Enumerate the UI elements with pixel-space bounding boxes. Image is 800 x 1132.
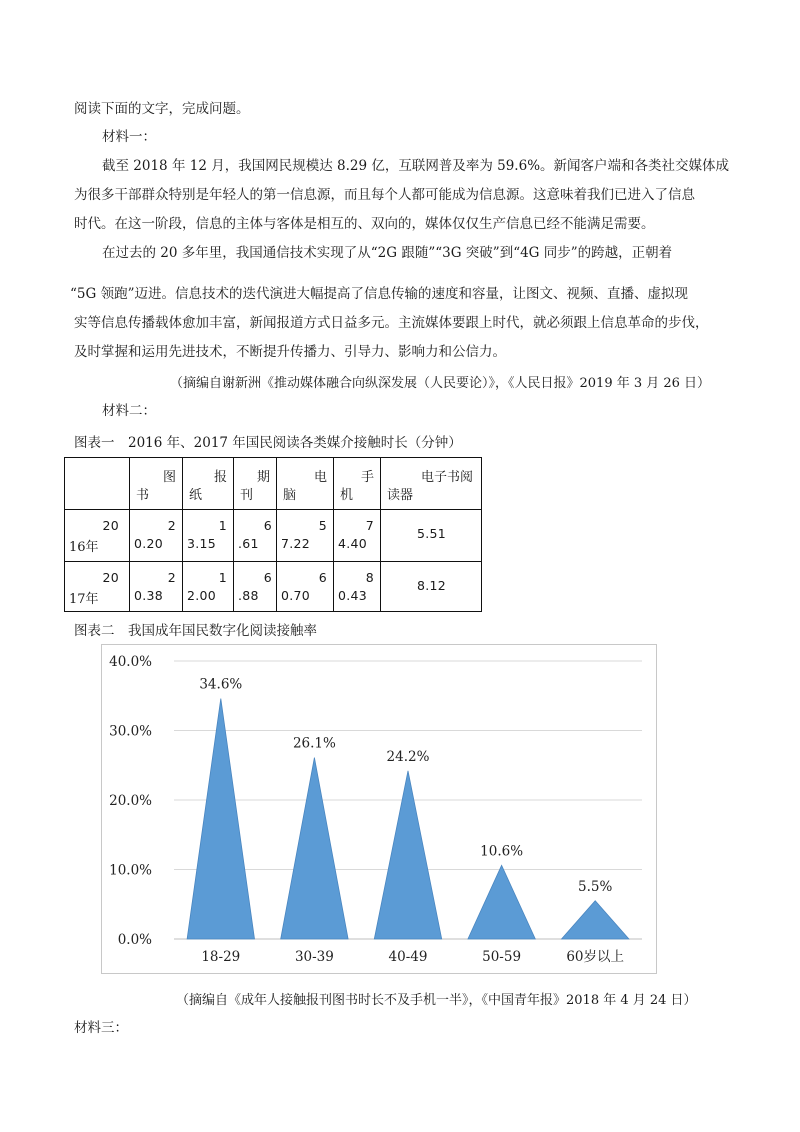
year-top-text: 20 <box>102 570 119 585</box>
material1-source: （摘编自谢新洲《推动媒体融合向纵深发展（人民要论）》，《人民日报》2019 年 3 月 26 日） <box>170 376 711 391</box>
data-label: 24.2% <box>386 748 430 765</box>
table-cell <box>277 562 334 612</box>
material3-heading: 材料三： <box>74 1020 128 1036</box>
header-bottom-text: 脑 <box>283 488 297 503</box>
cell-bottom-text: 0.20 <box>134 536 164 551</box>
cell-top-text: 1 <box>218 570 227 585</box>
paragraph-line: 在过去的 20 多年里，我国通信技术实现了从“2G 跟随”“3G 突破”到“4G 同步”的跨越，正朝着 <box>102 245 673 261</box>
material2-source: （摘编自《成年人接触报刊图书时长不及手机一半》，《中国青年报》2018 年 4 月 24 日） <box>176 993 697 1008</box>
table-header-cell <box>130 458 183 510</box>
cell-top-text: 5 <box>318 518 327 533</box>
data-triangle <box>562 901 629 939</box>
data-triangle <box>281 758 348 939</box>
x-tick-label: 40-49 <box>388 949 428 965</box>
cell-bottom-text: 0.43 <box>338 588 368 603</box>
cell-bottom-text: .61 <box>238 536 259 551</box>
material2-heading: 材料二： <box>102 403 156 419</box>
chart-canvas <box>102 645 658 975</box>
header-top-text: 期 <box>256 470 270 485</box>
cell-top-text: 6 <box>263 518 272 533</box>
year-bottom-text: 17年 <box>69 592 99 607</box>
table-header-cell <box>277 458 334 510</box>
table-cell <box>277 510 334 562</box>
paragraph-line: 为很多干部群众特别是年轻人的第一信息源，而且每个人都可能成为信息源。这意味着我们已进入了信息 <box>74 187 695 203</box>
year-top-text: 20 <box>102 518 119 533</box>
table-header-cell <box>65 458 130 510</box>
table-row <box>65 510 482 562</box>
y-tick-label: 0.0% <box>117 932 152 948</box>
reading-time-table <box>64 457 482 612</box>
cell-top-text: 8 <box>365 570 374 585</box>
digital-reading-chart <box>101 644 657 974</box>
cell-top-text: 6 <box>263 570 272 585</box>
cell-top-text: 7 <box>365 518 374 533</box>
y-tick-label: 10.0% <box>109 862 152 879</box>
table-cell <box>381 510 482 562</box>
cell-top-text: 2 <box>167 518 176 533</box>
x-tick-label: 18-29 <box>201 949 241 965</box>
header-bottom-text: 机 <box>340 488 354 503</box>
ereader-value: 8.12 <box>417 578 447 593</box>
header-top-text: 电子书阅 <box>420 470 473 485</box>
data-triangle <box>187 699 254 939</box>
paragraph-line: 截至 2018 年 12 月，我国网民规模达 8.29 亿，互联网普及率为 59.6%。新闻客户端和各类社交媒体成 <box>102 158 730 174</box>
paragraph-line: 时代。在这一阶段，信息的主体与客体是相互的、双向的，媒体仅仅生产信息已经不能满足需要。 <box>74 216 655 232</box>
y-tick-label: 40.0% <box>109 654 152 670</box>
instruction-text: 阅读下面的文字，完成问题。 <box>74 101 250 117</box>
material1-heading: 材料一： <box>102 129 156 145</box>
header-top-text: 手 <box>360 470 374 485</box>
table-header-cell <box>381 458 482 510</box>
table-cell <box>65 510 130 562</box>
paragraph-line: 及时掌握和运用先进技术，不断提升传播力、引导力、影响力和公信力。 <box>74 344 506 360</box>
header-bottom-text: 书 <box>136 488 150 503</box>
header-top-text: 电 <box>313 470 327 485</box>
cell-bottom-text: 0.70 <box>281 588 311 603</box>
cell-bottom-text: 4.40 <box>338 536 368 551</box>
table-title: 图表一 2016 年、2017 年国民阅读各类媒介接触时长（分钟） <box>74 435 462 451</box>
cell-bottom-text: .88 <box>238 588 259 603</box>
table-cell <box>183 562 234 612</box>
table-cell <box>381 562 482 612</box>
data-triangle <box>374 771 441 939</box>
table-cell <box>65 562 130 612</box>
cell-top-text: 6 <box>318 570 327 585</box>
x-tick-label: 30-39 <box>294 949 334 965</box>
year-bottom-text: 16年 <box>69 540 99 555</box>
header-bottom-text: 刊 <box>240 488 254 503</box>
data-label: 34.6% <box>199 676 243 693</box>
y-tick-label: 20.0% <box>109 793 152 809</box>
table-cell <box>234 562 277 612</box>
ereader-value: 5.51 <box>417 526 447 541</box>
table-cell <box>130 562 183 612</box>
cell-bottom-text: 2.00 <box>187 588 217 603</box>
table-cell <box>334 510 381 562</box>
table-row <box>65 562 482 612</box>
paragraph-line: 实等信息传播载体愈加丰富，新闻报道方式日益多元。主流媒体要跟上时代，就必须跟上信息革命的步伐， <box>74 315 709 331</box>
data-triangle <box>468 865 535 939</box>
table-header-cell <box>234 458 277 510</box>
cell-top-text: 2 <box>167 570 176 585</box>
cell-bottom-text: 3.15 <box>187 536 217 551</box>
cell-top-text: 1 <box>218 518 227 533</box>
header-top-text: 报 <box>213 470 227 485</box>
table-cell <box>234 510 277 562</box>
y-tick-label: 30.0% <box>109 723 152 740</box>
figure-title: 图表二 我国成年国民数字化阅读接触率 <box>74 623 317 639</box>
paragraph-line: “5G 领跑”迈进。信息技术的迭代演进大幅提高了信息传输的速度和容量，让图文、视频、直播、虚拟现 <box>70 286 688 302</box>
table-cell <box>334 562 381 612</box>
data-label: 26.1% <box>292 735 336 752</box>
data-label: 10.6% <box>480 843 524 860</box>
header-top-text: 图 <box>162 470 176 485</box>
table-header-row <box>65 458 482 510</box>
cell-bottom-text: 7.22 <box>281 536 311 551</box>
table-header-cell <box>183 458 234 510</box>
data-label: 5.5% <box>578 878 613 895</box>
cell-bottom-text: 0.38 <box>134 588 164 603</box>
x-tick-label: 60岁以上 <box>566 949 625 965</box>
table-cell <box>130 510 183 562</box>
header-bottom-text: 读器 <box>387 488 414 503</box>
x-tick-label: 50-59 <box>482 949 522 965</box>
table-cell <box>183 510 234 562</box>
header-bottom-text: 纸 <box>189 488 203 503</box>
table-header-cell <box>334 458 381 510</box>
